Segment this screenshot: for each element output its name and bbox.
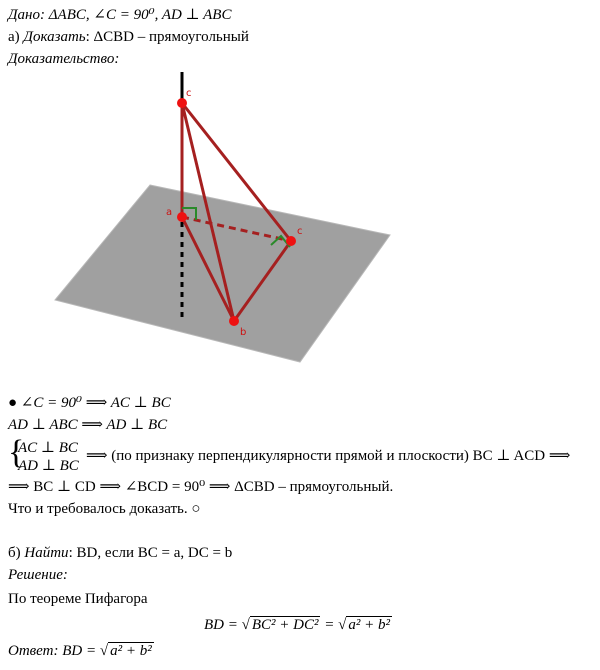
eq-mid: = bbox=[320, 617, 339, 633]
point-A bbox=[177, 212, 187, 222]
system-row-2: AD ⊥ BC bbox=[18, 458, 79, 474]
system-brace: { bbox=[8, 434, 25, 471]
point-B bbox=[229, 316, 239, 326]
proof-line-5: Что и требовалось доказать. ○ bbox=[8, 501, 201, 517]
proof-line-3: ⟹ (по признаку перпендикулярности прямой и плоскости) BC ⊥ ACD ⟹ bbox=[86, 448, 571, 464]
pythagoras-line: По теореме Пифагора bbox=[8, 591, 148, 607]
part-a-label: Доказать bbox=[23, 29, 86, 45]
label-C: c bbox=[297, 226, 303, 237]
eq-lhs: BD = bbox=[204, 617, 242, 633]
label-A: a bbox=[166, 207, 173, 218]
solution-label: Решение: bbox=[8, 567, 68, 583]
answer-line: Ответ: BD = √ a² + b² bbox=[8, 643, 152, 659]
label-top: c bbox=[186, 88, 192, 99]
given-text: : ΔABC, ∠C = 90⁰, AD ⊥ ABC bbox=[40, 7, 232, 23]
point-D bbox=[177, 98, 187, 108]
proof-line-2: AD ⊥ ABC ⟹ AD ⊥ BC bbox=[8, 417, 168, 433]
eq-radical-2: a² + b² bbox=[348, 617, 390, 633]
part-b-label: Найти bbox=[24, 545, 69, 561]
part-b-line bbox=[8, 544, 232, 562]
part-a-text: : ΔCBD – прямоугольный bbox=[85, 29, 249, 45]
answer-label: Ответ bbox=[8, 643, 54, 659]
proof-line-1: ● ∠C = 90⁰ ⟹ AC ⊥ BC bbox=[8, 395, 171, 411]
part-b-text: : BD, если BC = a, DC = b bbox=[68, 545, 233, 561]
part-b-prefix: б) bbox=[8, 545, 25, 561]
bd-equation: BD = √ BC² + DC² = √ a² + b² bbox=[204, 617, 390, 633]
given-label: Дано bbox=[8, 7, 40, 23]
label-B: b bbox=[240, 327, 247, 338]
answer-radical: a² + b² bbox=[110, 643, 152, 659]
part-a-prefix: а) bbox=[8, 29, 24, 45]
point-C bbox=[286, 236, 296, 246]
proof-line-4: ⟹ BC ⊥ CD ⟹ ∠BCD = 90⁰ ⟹ ΔCBD – прямоугольный. bbox=[8, 479, 394, 495]
answer-lhs: : BD = bbox=[53, 643, 100, 659]
system-row-1: AC ⊥ BC bbox=[18, 440, 78, 456]
eq-radical-1: BC² + DC² bbox=[251, 617, 319, 633]
proof-label: Доказательство: bbox=[8, 51, 120, 67]
